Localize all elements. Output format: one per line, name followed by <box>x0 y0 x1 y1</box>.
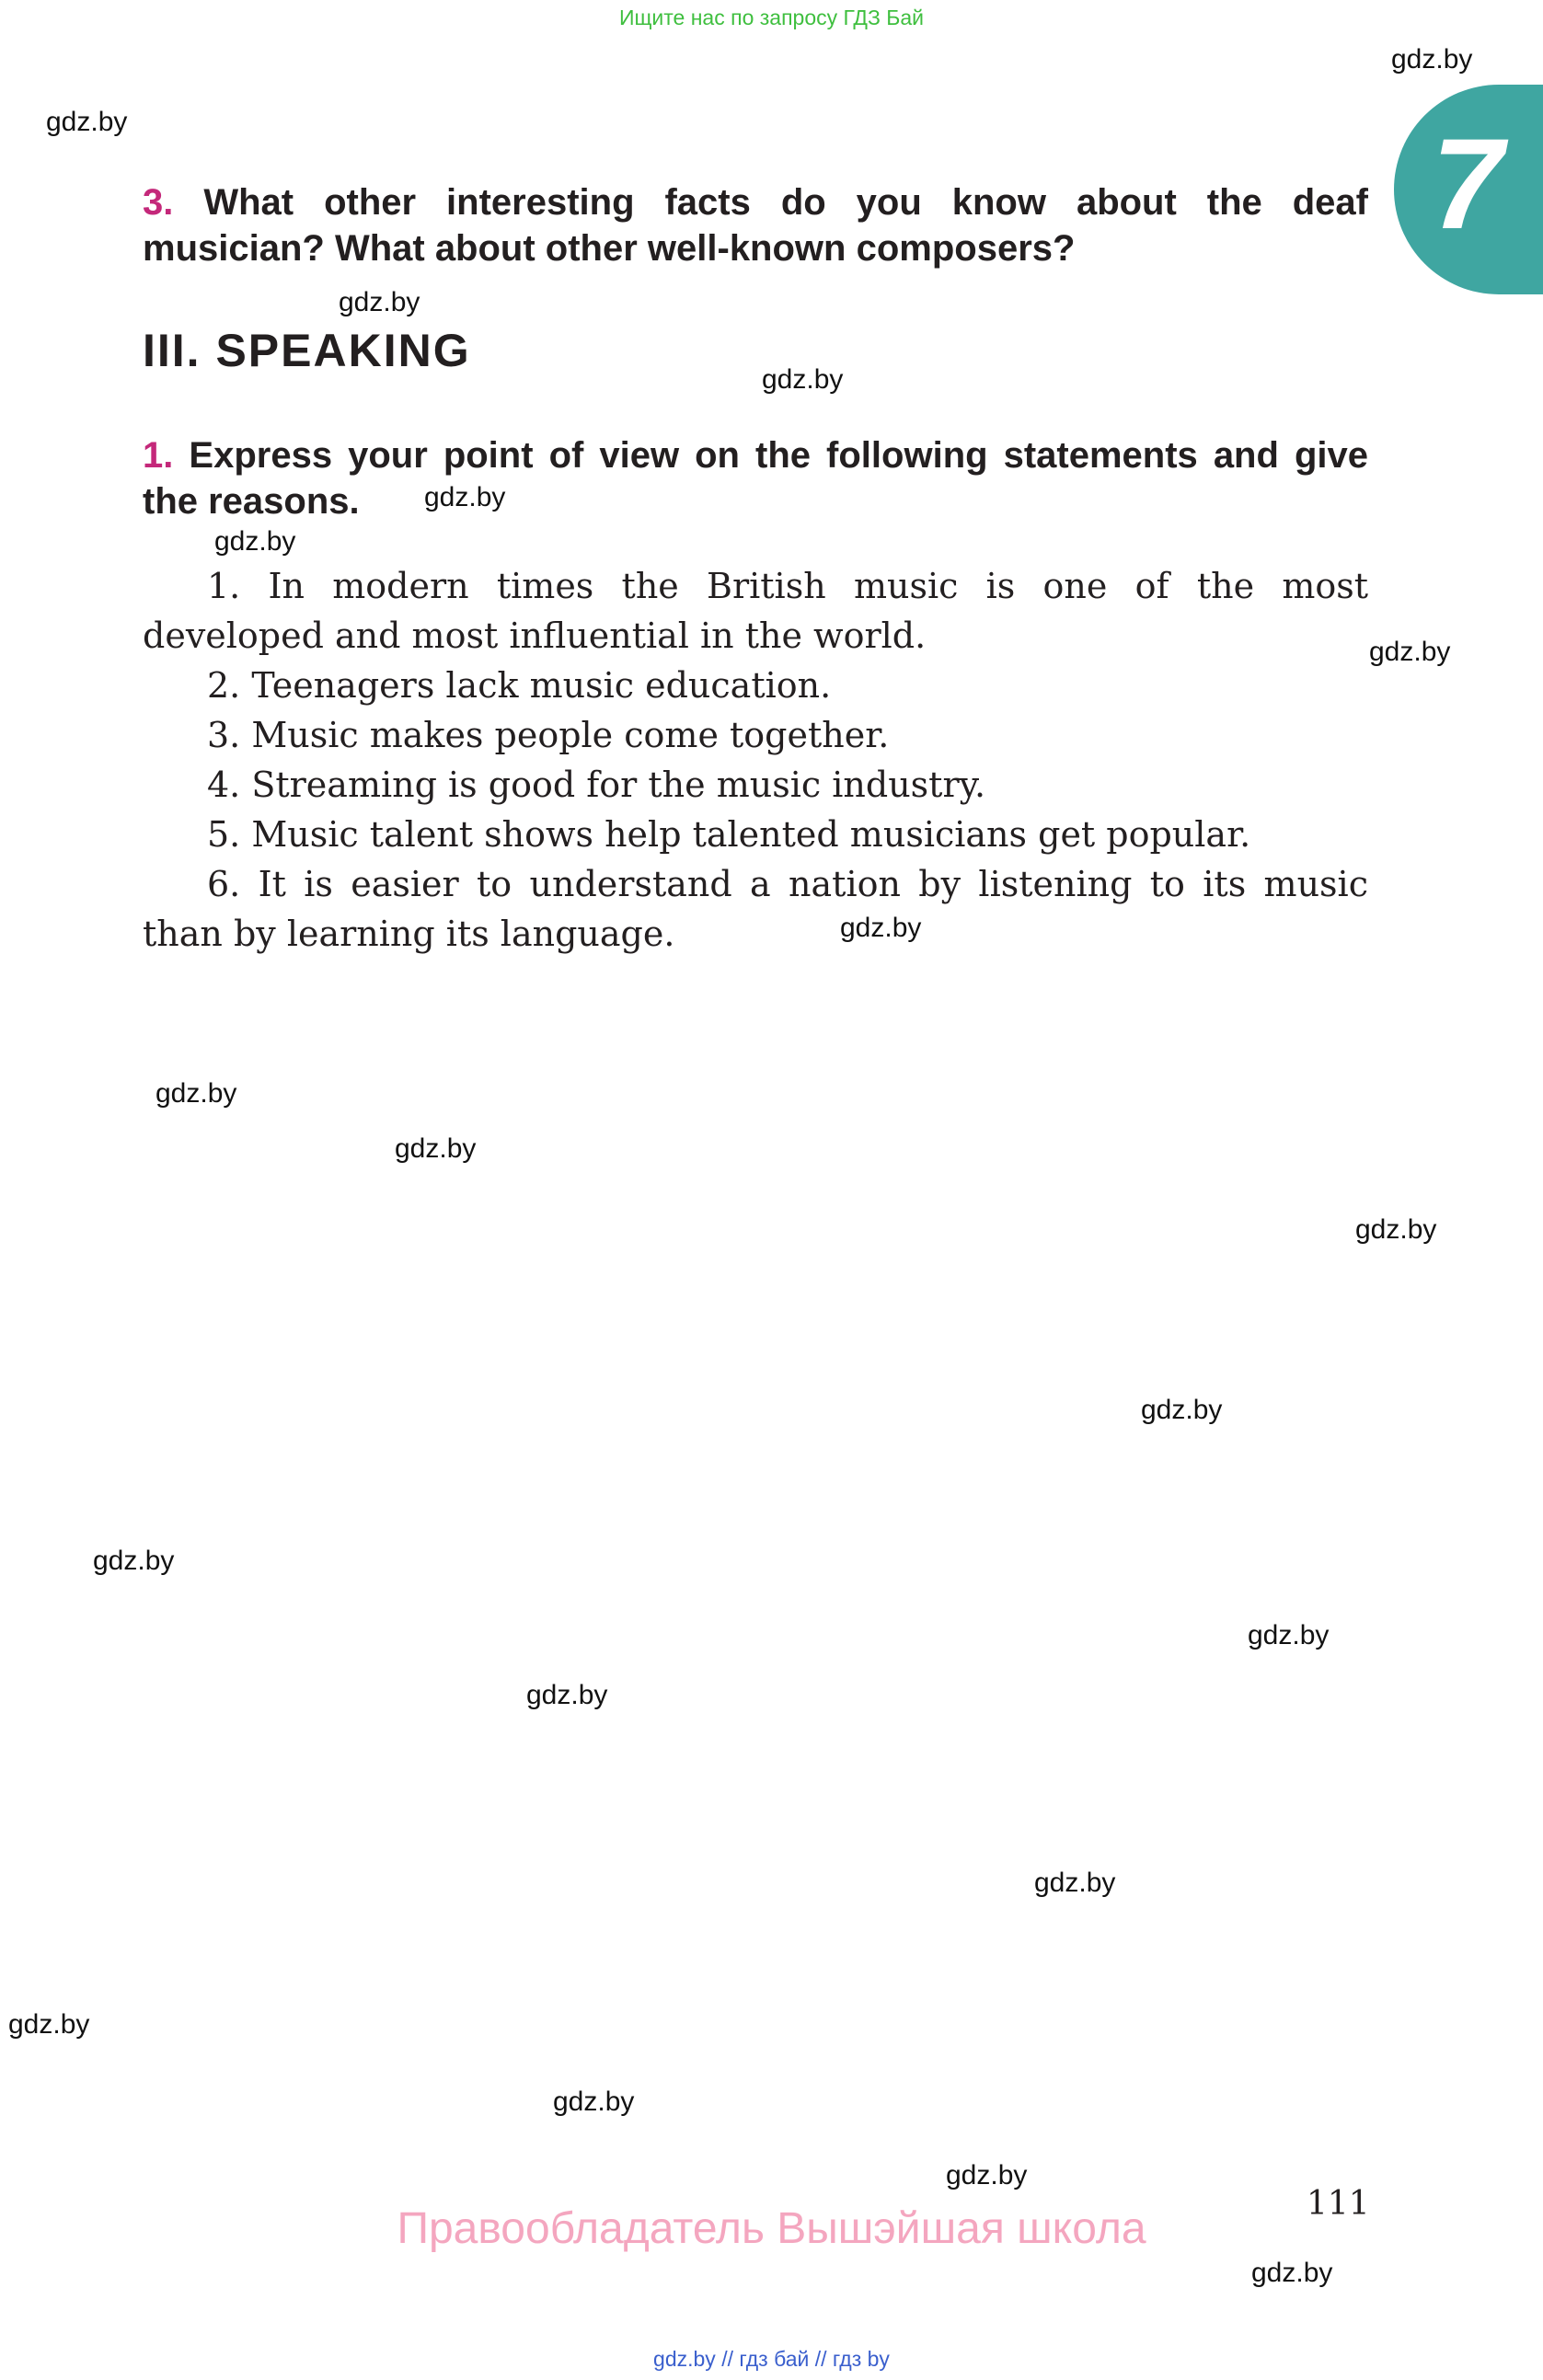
watermark: gdz.by <box>840 913 922 943</box>
statement-2: 2. Teenagers lack music education. <box>207 665 832 706</box>
task1-line2: the reasons. <box>143 481 360 522</box>
watermark: gdz.by <box>395 1133 477 1164</box>
watermark: gdz.by <box>1355 1214 1437 1245</box>
statement-4: 4. Streaming is good for the music industry. <box>207 765 986 805</box>
watermark: gdz.by <box>93 1546 175 1576</box>
watermark: gdz.by <box>526 1680 608 1710</box>
watermark: gdz.by <box>155 1078 237 1109</box>
statement-1-line2: developed and most influential in the world. <box>143 615 927 656</box>
watermark: gdz.by <box>46 107 128 137</box>
watermark: gdz.by <box>1248 1620 1330 1650</box>
task1-text-line1: Express your point of view on the following statements and give <box>189 435 1368 476</box>
statement-1-line1: 1. In modern times the British music is one of the most <box>207 566 1368 606</box>
watermark: gdz.by <box>1369 637 1451 667</box>
statement-6-line1: 6. It is easier to understand a nation by listening to its music <box>207 864 1368 904</box>
watermark: gdz.by <box>1034 1868 1116 1898</box>
statement-5: 5. Music talent shows help talented musicians get popular. <box>207 814 1251 855</box>
task3-line1 <box>143 179 1368 225</box>
task3-line2: musician? What about other well-known composers? <box>143 228 1076 269</box>
watermark: gdz.by <box>946 2160 1028 2190</box>
footer-links[interactable]: gdz.by // гдз бай // гдз by <box>653 2347 890 2371</box>
task3-number: 3. <box>143 182 174 223</box>
top-banner[interactable]: Ищите нас по запросу ГДЗ Бай <box>618 6 925 29</box>
watermark: gdz.by <box>762 364 844 395</box>
watermark: gdz.by <box>214 526 296 557</box>
chapter-number: 7 <box>1432 111 1503 256</box>
watermark: gdz.by <box>8 2009 90 2040</box>
watermark: gdz.by <box>1141 1395 1223 1425</box>
watermark: gdz.by <box>553 2087 635 2117</box>
statement-3: 3. Music makes people come together. <box>207 715 890 755</box>
watermark: gdz.by <box>339 287 420 317</box>
watermark: gdz.by <box>1251 2258 1333 2288</box>
section-title: III. SPEAKING <box>143 325 471 376</box>
statement-6-line2: than by learning its language. <box>143 914 675 954</box>
copyright-holder: Правообладатель Вышэйшая школа <box>397 2204 1146 2253</box>
watermark: gdz.by <box>424 482 506 512</box>
task1-line1 <box>143 432 1368 478</box>
watermark: gdz.by <box>1391 44 1473 75</box>
page-number: 111 <box>1307 2185 1370 2223</box>
task3-text-line1: What other interesting facts do you know about the deaf <box>203 182 1368 223</box>
task1-number: 1. <box>143 435 174 476</box>
